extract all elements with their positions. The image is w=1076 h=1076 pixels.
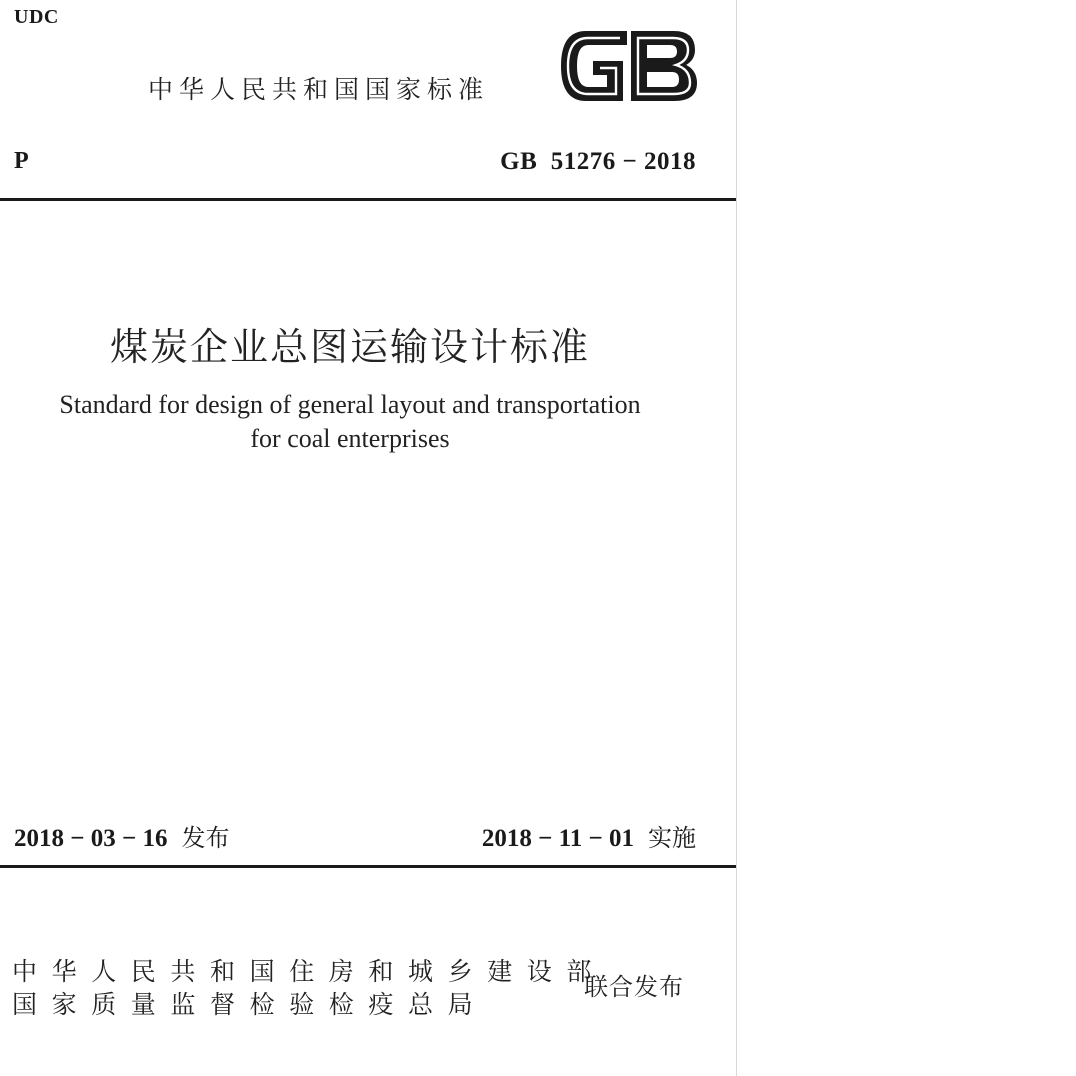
national-standard-heading: 中华人民共和国国家标准 <box>148 75 490 104</box>
effective-date: 2018 − 11 − 01 <box>481 825 634 852</box>
joint-release-label: 联合发布 <box>584 973 684 1001</box>
top-rule <box>0 198 736 201</box>
bottom-rule <box>0 865 736 868</box>
issue-word: 发布 <box>181 824 230 852</box>
effective-word: 实施 <box>648 824 696 852</box>
effective-date-block <box>482 818 696 853</box>
udc-label: UDC <box>14 6 59 28</box>
title-chinese: 煤炭企业总图运输设计标准 <box>109 325 590 369</box>
title-english-line-2: for coal enterprises <box>250 424 450 453</box>
title-english <box>0 388 700 456</box>
blank-margin <box>737 0 1076 1076</box>
gb-logo <box>556 28 698 104</box>
standard-number: GB 51276 − 2018 <box>500 148 696 175</box>
issue-date: 2018 − 03 − 16 <box>14 825 168 852</box>
issuer-aqsiq: 国家质量监督检验检疫总局 <box>12 990 488 1019</box>
category-code: P <box>14 148 29 174</box>
title-english-line-1: Standard for design of general layout and transportation <box>59 390 641 419</box>
issue-date-block <box>14 818 230 853</box>
issuer-ministry: 中华人民共和国住房和城乡建设部 <box>12 957 607 986</box>
